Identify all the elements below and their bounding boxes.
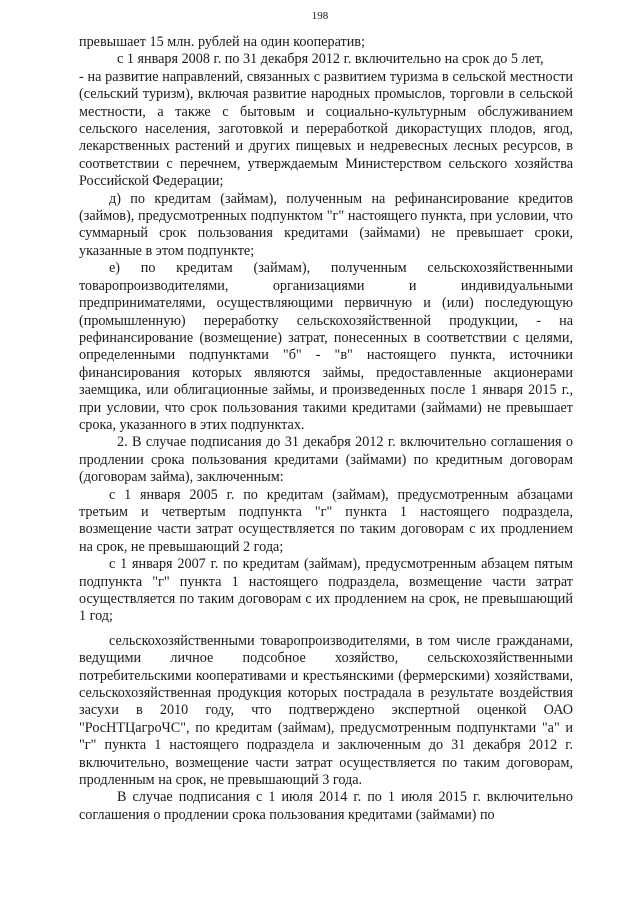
paragraph-2: с 1 января 2008 г. по 31 декабря 2012 г. включительно на срок до 5 лет, <box>117 51 544 68</box>
paragraph-7: с 1 января 2005 г. по кредитам (займам), предусмотренным абзацами третьим и четвертым подпункта "г" пункта 1 настоящего подраздела, возмещение части затрат осуществляется по таким договорам с их продлением на срок, не превышающий 2 года; <box>79 486 573 555</box>
paragraph-1: превышает 15 млн. рублей на один кооператив; <box>79 34 365 50</box>
paragraph-8: с 1 января 2007 г. по кредитам (займам), предусмотренным абзацем пятым подпункта "г" пункта 1 настоящего подраздела, возмещение части затрат осуществляется по таким договорам с их продлением на срок, не превышающий 1 год; <box>79 556 573 625</box>
paragraph-3: - на развитие направлений, связанных с развитием туризма в сельской местности (сельский туризм), включая развитие народных промыслов, торговли в сельской местности, а также с бытовым и социально-культурным обслуживанием сельского населения, заготовкой и переработкой дикорастущих плодов, ягод, лекарственных растений и других пищевых и недревесных лесных ресурсов, в соответствии с перечнем, утверждаемым Министерством сельского хозяйства Российской Федерации; <box>79 68 573 190</box>
page-number: 198 <box>311 10 329 22</box>
paragraph-4: д) по кредитам (займам), полученным на рефинансирование кредитов (займов), предусмотренных подпунктом "г" настоящего пункта, при условии, что суммарный срок пользования кредитами (займами) не превышает сроки, указанные в этом подпункте; <box>79 190 573 259</box>
paragraph-6: 2. В случае подписания до 31 декабря 2012 г. включительно соглашения о продлении срока пользования кредитами (займами) по кредитным договорам (договорам займа), заключенным: <box>79 434 573 486</box>
paragraph-10: В случае подписания с 1 июля 2014 г. по 1 июля 2015 г. включительно соглашения о продлении срока пользования кредитами (займами) по <box>79 789 573 823</box>
paragraph-5: е) по кредитам (займам), полученным сельскохозяйственными товаропроизводителями, организациями и индивидуальными предпринимателями, осуществляющими первичную и (или) последующую (промышленную) переработку сельскохозяйственной продукции, - на рефинансирование (возмещение) затрат, понесенных в соответствии с целями, определенными подпунктами "б" - "в" настоящего пункта, источники финансирования которых являются займы, предоставленные акционерами заемщика, или облигационные займы, и произведенных после 1 января 2015 г., при условии, что срок пользования такими кредитами (займами) не превышает срока, указанного в этих подпунктах. <box>79 260 573 433</box>
document-body <box>79 34 573 824</box>
paragraph-9: сельскохозяйственными товаропроизводителями, в том числе гражданами, ведущими личное подсобное хозяйство, сельскохозяйственными потребительскими кооперативами и крестьянскими (фермерскими) хозяйствами, сельскохозяйственная продукция которых пострадала в результате воздействия засухи в 2010 году, что подтверждено экспертной оценкой ОАО "РосНТЦагроЧС", по кредитам (займам), предусмотренным подпунктами "а" и "г" пункта 1 настоящего подраздела и заключенным до 31 декабря 2012 г. включительно, возмещение части затрат осуществляется по таким договорам, продленным на срок, не превышающий 3 года. <box>79 632 573 789</box>
